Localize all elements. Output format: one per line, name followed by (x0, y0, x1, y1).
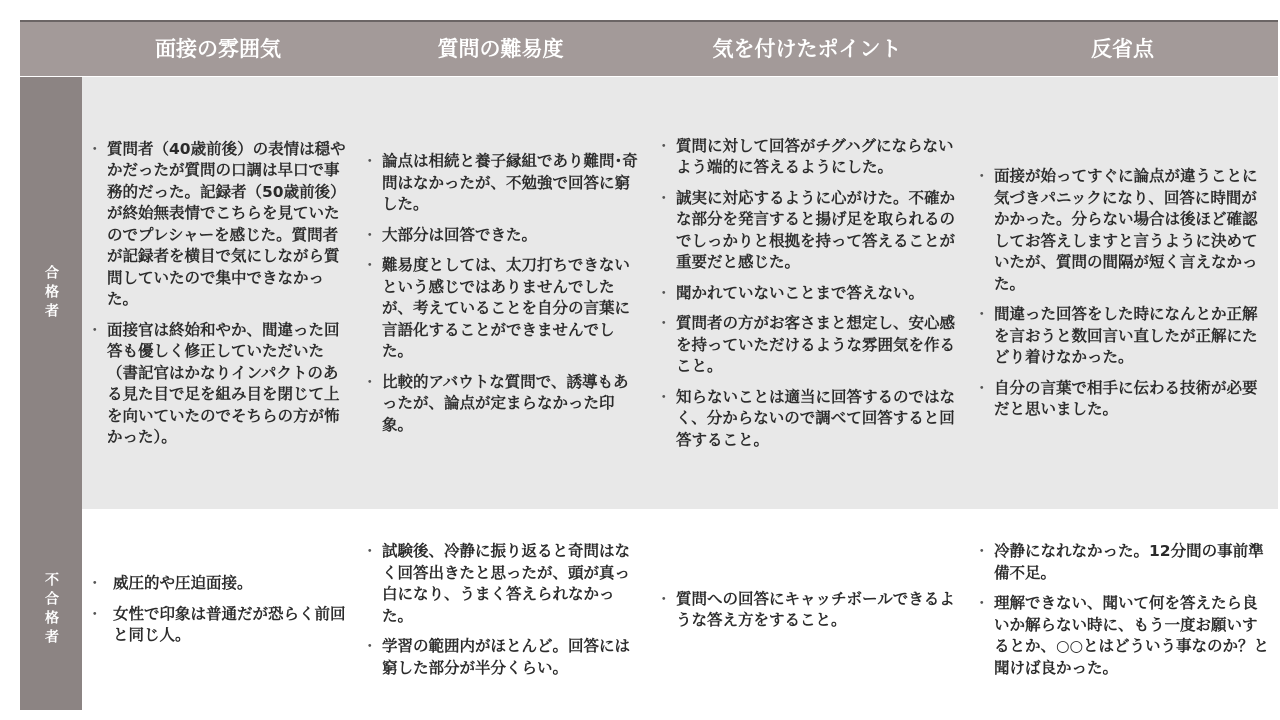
list-item: ・ 自分の言葉で相手に伝わる技術が必要だと思いました。 (974, 378, 1270, 421)
row-label-pass-text: 合格者 (43, 265, 59, 322)
list-pass-points (656, 136, 962, 452)
list-fail-reflection (974, 541, 1270, 679)
cell-pass-reflection (974, 77, 1270, 510)
list-item: ・ 面接官は終始和やか、間違った回答も優しく修正していただいた（書記官はかなりインパクトのある見た目で足を組み目を閉じて上を向いていたのでそちらの方が怖かった）。 (87, 320, 349, 449)
list-item: ・ 冷静になれなかった。12分間の事前準備不足。 (974, 541, 1270, 584)
list-item: ・ 聞かれていないことまで答えない。 (656, 283, 962, 305)
list-item: ・ 誠実に対応するように心がけた。不確かな部分を発言すると揚げ足を取られるのでしっかりと根拠を持って答えることが重要だと感じた。 (656, 188, 962, 274)
list-item: ・ 間違った回答をした時になんとか正解を言おうと数回言い直したが正解にたどり着けなかった。 (974, 304, 1270, 369)
list-pass-atmosphere (87, 139, 349, 449)
cell-fail-atmosphere (87, 510, 349, 710)
list-item: ・ 大部分は回答できた。 (362, 225, 642, 247)
list-item: ・ 質問者（40歳前後）の表情は穏やかだったが質問の口調は早口で事務的だった。記録者（50歳前後）が終始無表情でこちらを見ていたのでプレシャーを感じた。質問者が記録者を横目で気にしながら質問していたので集中できなかった。 (87, 139, 349, 311)
cell-pass-points (656, 77, 962, 510)
list-pass-difficulty (362, 151, 642, 436)
row-label-fail (20, 510, 82, 710)
list-item: ・ 質問への回答にキャッチボールできるような答え方をすること。 (656, 589, 962, 632)
list-item: ・ 質問者の方がお客さまと想定し、安心感を持っていただけるような雰囲気を作ること。 (656, 313, 962, 378)
list-item: ・ 理解できない、聞いて何を答えたら良いか解らない時に、もう一度お願いするとか、○○とはどういう事なのか？と聞けば良かった。 (974, 593, 1270, 679)
list-fail-atmosphere (87, 573, 349, 647)
list-fail-points (656, 589, 962, 632)
list-pass-reflection (974, 166, 1270, 421)
list-item: ・ 威圧的や圧迫面接。 (87, 573, 349, 595)
cell-pass-atmosphere (87, 77, 349, 510)
list-item: ・ 難易度としては、太刀打ちできないという感じではありませんでしたが、考えていることを自分の言葉に言語化することができませんでした。 (362, 255, 642, 363)
cell-fail-reflection (974, 510, 1270, 710)
list-item: ・ 知らないことは適当に回答するのではなく、分からないので調べて回答すると回答すること。 (656, 387, 962, 452)
row-label-pass (20, 77, 82, 510)
cell-pass-difficulty (362, 77, 642, 510)
list-item: ・ 面接が始ってすぐに論点が違うことに気づきパニックになり、回答に時間がかかった。分らない場合は後ほど確認してお答えしますと言うように決めていたが、質問の間隔が短く言えなかった。 (974, 166, 1270, 295)
table-header (20, 22, 1278, 77)
list-item: ・ 質問に対して回答がチグハグにならないよう端的に答えるようにした。 (656, 136, 962, 179)
cell-fail-points (656, 510, 962, 710)
list-item: ・ 試験後、冷静に振り返ると奇問はなく回答出きたと思ったが、頭が真っ白になり、うまく答えられなかった。 (362, 541, 642, 627)
header-points: 気を付けたポイント (712, 37, 902, 61)
header-difficulty: 質問の難易度 (437, 37, 564, 61)
header-atmosphere: 面接の雰囲気 (155, 37, 281, 61)
list-item: ・ 女性で印象は普通だが恐らく前回と同じ人。 (87, 604, 349, 647)
header-reflection: 反省点 (1091, 37, 1154, 61)
list-item: ・ 比較的アバウトな質問で、誘導もあったが、論点が定まらなかった印象。 (362, 372, 642, 437)
interview-table (20, 20, 1278, 710)
cell-fail-difficulty (362, 510, 642, 710)
list-item: ・ 学習の範囲内がほとんど。回答には窮した部分が半分くらい。 (362, 636, 642, 679)
list-fail-difficulty (362, 541, 642, 679)
row-label-fail-text: 不合格者 (43, 572, 59, 648)
list-item: ・ 論点は相続と養子縁組であり難問･奇問はなかったが、不勉強で回答に窮した。 (362, 151, 642, 216)
